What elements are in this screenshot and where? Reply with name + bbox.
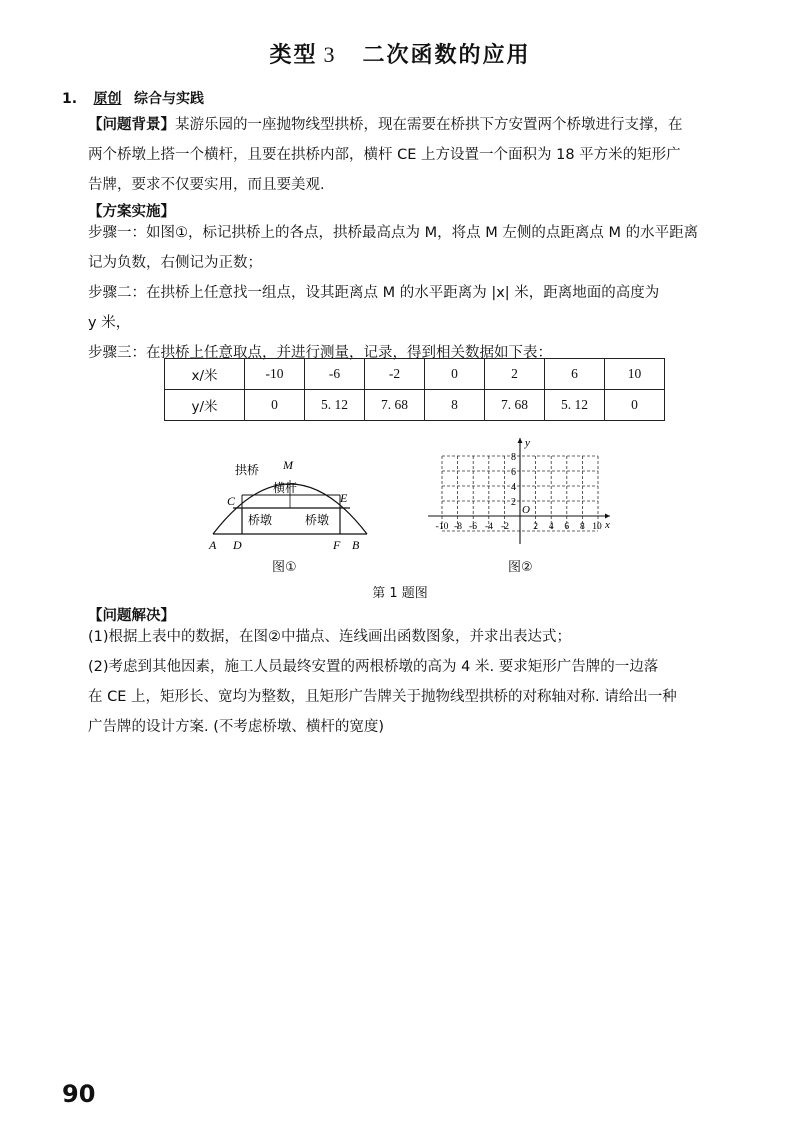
question-topic: 综合与实践 bbox=[133, 91, 204, 107]
figure1-caption: 图① bbox=[272, 560, 297, 575]
step1-line-2: 记为负数，右侧记为正数； bbox=[88, 255, 262, 271]
title-number: 3 bbox=[323, 42, 337, 67]
original-badge: 原创 bbox=[93, 91, 122, 107]
title-text: 二次函数的应用 bbox=[362, 43, 531, 68]
y-tick: 8 bbox=[511, 452, 516, 463]
table-cell: 7. 68 bbox=[485, 390, 545, 421]
table-row-y bbox=[165, 390, 665, 421]
table-cell: 0 bbox=[425, 359, 485, 390]
table-cell: 0 bbox=[605, 390, 665, 421]
title-main: 类型 bbox=[269, 43, 318, 68]
table-cell: -2 bbox=[365, 359, 425, 390]
bar-label: 横杆 bbox=[273, 481, 298, 495]
x-axis-arrow bbox=[605, 514, 610, 519]
table-cell: 6 bbox=[545, 359, 605, 390]
background-line-1: 某游乐园的一座抛物线型拱桥，现在需要在桥拱下方安置两个桥墩进行支撑，在 bbox=[175, 117, 683, 133]
x-header: x/米 bbox=[165, 359, 245, 390]
table-cell: -10 bbox=[245, 359, 305, 390]
point-d-label: D bbox=[233, 538, 242, 552]
step3-line: 步骤三：在拱桥上任意取点，并进行测量，记录，得到相关数据如下表： bbox=[88, 345, 552, 361]
subquestion-2-line-3: 广告牌的设计方案. (不考虑桥墩、横杆的宽度) bbox=[88, 719, 385, 735]
figure2-grid bbox=[422, 434, 618, 546]
background-paragraph bbox=[88, 110, 744, 200]
y-tick: 4 bbox=[511, 482, 516, 493]
table-cell: 10 bbox=[605, 359, 665, 390]
x-tick: 4 bbox=[548, 522, 554, 532]
data-table bbox=[164, 358, 665, 421]
question-header bbox=[62, 88, 204, 108]
subquestion-2-line-1: (2)考虑到其他因素，施工人员最终安置的两根桥墩的高为 4 米. 要求矩形广告牌的一边落 bbox=[88, 659, 659, 675]
y-tick: 2 bbox=[511, 497, 516, 508]
plan-label: 【方案实施】 bbox=[88, 204, 175, 220]
y-tick-labels bbox=[511, 452, 516, 508]
x-tick: -4 bbox=[485, 522, 493, 532]
step2-line-2: y 米， bbox=[88, 315, 131, 331]
questions-paragraph bbox=[88, 622, 744, 742]
right-pier-label: 桥墩 bbox=[305, 513, 330, 527]
table-cell: 2 bbox=[485, 359, 545, 390]
background-label: 【问题背景】 bbox=[88, 117, 175, 133]
subquestion-2-line-2: 在 CE 上，矩形长、宽均为整数，且矩形广告牌关于抛物线型拱桥的对称轴对称. 请给出一种 bbox=[88, 689, 677, 705]
x-tick: -8 bbox=[454, 522, 462, 532]
x-axis-label: x bbox=[605, 519, 610, 531]
section-title bbox=[0, 38, 800, 69]
y-axis-label: y bbox=[525, 437, 530, 449]
subquestion-1: (1)根据上表中的数据，在图②中描点、连线画出函数图象，并求出表达式； bbox=[88, 629, 572, 645]
y-header: y/米 bbox=[165, 390, 245, 421]
left-pier-label: 桥墩 bbox=[248, 513, 273, 527]
figure2-caption: 图② bbox=[508, 560, 533, 575]
origin-label: O bbox=[522, 504, 530, 516]
solve-label: 【问题解决】 bbox=[88, 608, 175, 624]
x-tick: 8 bbox=[580, 522, 585, 532]
point-e-label: E bbox=[340, 491, 348, 505]
step2-line-1: 步骤二：在拱桥上任意找一组点，设其距离点 M 的水平距离为 |x| 米，距离地面的高度为 bbox=[88, 285, 660, 301]
y-tick: 6 bbox=[511, 467, 516, 478]
table-cell: 8 bbox=[425, 390, 485, 421]
arch-label: 拱桥 bbox=[235, 463, 260, 477]
background-line-2: 两个桥墩上搭一个横杆，且要在拱桥内部，横杆 CE 上方设置一个面积为 18 平方米的矩形广 bbox=[88, 147, 681, 163]
point-a-label: A bbox=[209, 538, 217, 552]
point-c-label: C bbox=[227, 494, 236, 508]
x-tick-labels bbox=[436, 522, 602, 532]
step1-line-1: 步骤一：如图①，标记拱桥上的各点，拱桥最高点为 M，将点 M 左侧的点距离点 M 的水平距离 bbox=[88, 225, 699, 241]
point-m-label: M bbox=[283, 458, 293, 472]
y-axis-arrow bbox=[518, 438, 523, 443]
steps-paragraph bbox=[88, 218, 744, 368]
x-tick: 2 bbox=[533, 522, 538, 532]
table-cell: 5. 12 bbox=[305, 390, 365, 421]
point-f-label: F bbox=[333, 538, 341, 552]
figures-caption: 第 1 题图 bbox=[372, 586, 428, 601]
table-cell: 0 bbox=[245, 390, 305, 421]
x-tick: -2 bbox=[501, 522, 509, 532]
background-line-3: 告牌，要求不仅要实用，而且要美观. bbox=[88, 177, 325, 193]
x-tick: 10 bbox=[592, 522, 602, 532]
table-cell: -6 bbox=[305, 359, 365, 390]
point-b-label: B bbox=[352, 538, 360, 552]
table-row-x bbox=[165, 359, 665, 390]
table-cell: 5. 12 bbox=[545, 390, 605, 421]
x-tick: -6 bbox=[469, 522, 477, 532]
question-number: 1. bbox=[62, 91, 78, 107]
page-number: 90 bbox=[62, 1080, 96, 1108]
figure1-arch-bridge bbox=[205, 452, 380, 552]
x-tick: 6 bbox=[564, 522, 570, 532]
table-cell: 7. 68 bbox=[365, 390, 425, 421]
x-tick: -10 bbox=[435, 522, 449, 532]
